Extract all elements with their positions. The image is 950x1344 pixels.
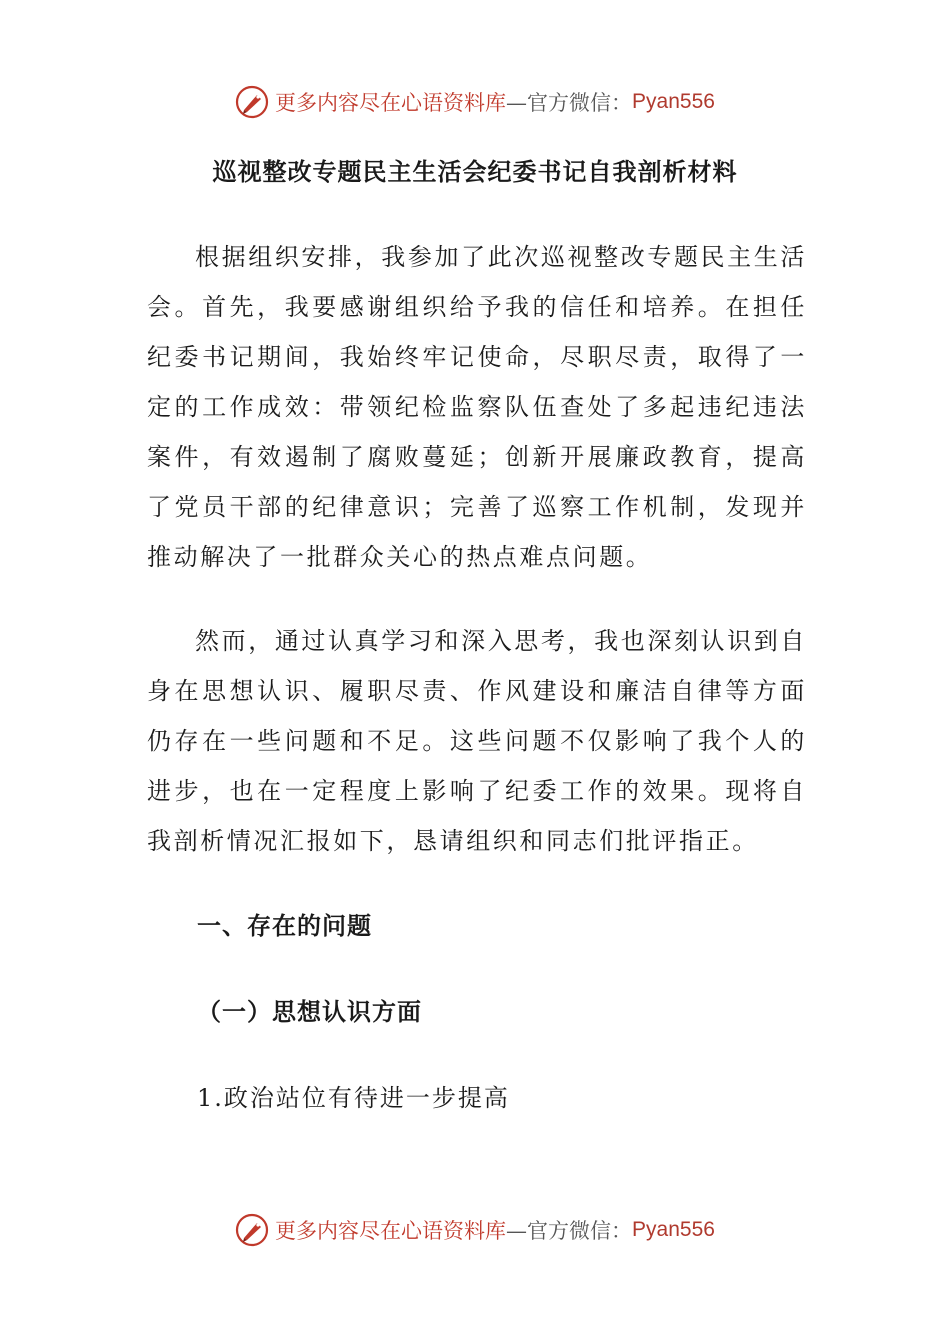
list-item: 1.政治站位有待进一步提高 bbox=[197, 1084, 510, 1112]
paragraph-problems-intro: 然而，通过认真学习和深入思考，我也深刻认识到自身在思想认识、履职尽责、作风建设和廉洁自律等方面仍存在一些问题和不足。这些问题不仅影响了我个人的进步，也在一定程度上影响了纪委工作的效果。现将自我剖析情况汇报如下，恳请组织和同志们批评指正。 bbox=[147, 627, 807, 855]
banner-separator-text: —官方微信： bbox=[506, 1219, 633, 1243]
footer-banner bbox=[0, 1210, 950, 1250]
section-heading: 一、存在的问题 bbox=[197, 912, 372, 940]
banner-wechat-id: Pyan556 bbox=[632, 1218, 715, 1241]
pen-nib-logo-icon bbox=[235, 85, 269, 119]
banner-main-text: 更多内容尽在心语资料库 bbox=[275, 91, 507, 115]
subsection-heading: （一）思想认识方面 bbox=[197, 998, 422, 1026]
banner-wechat-id: Pyan556 bbox=[632, 90, 715, 113]
header-banner bbox=[0, 82, 950, 122]
paragraph-intro: 根据组织安排，我参加了此次巡视整改专题民主生活会。首先，我要感谢组织给予我的信任和培养。在担任纪委书记期间，我始终牢记使命，尽职尽责，取得了一定的工作成效：带领纪检监察队伍查处了多起违纪违法案件，有效遏制了腐败蔓延；创新开展廉政教育，提高了党员干部的纪律意识；完善了巡察工作机制，发现并推动解决了一批群众关心的热点难点问题。 bbox=[147, 243, 807, 571]
pen-nib-logo-icon bbox=[235, 1213, 269, 1247]
banner-main-text: 更多内容尽在心语资料库 bbox=[275, 1219, 507, 1243]
document-title: 巡视整改专题民主生活会纪委书记自我剖析材料 bbox=[212, 158, 738, 186]
banner-separator-text: —官方微信： bbox=[506, 91, 633, 115]
